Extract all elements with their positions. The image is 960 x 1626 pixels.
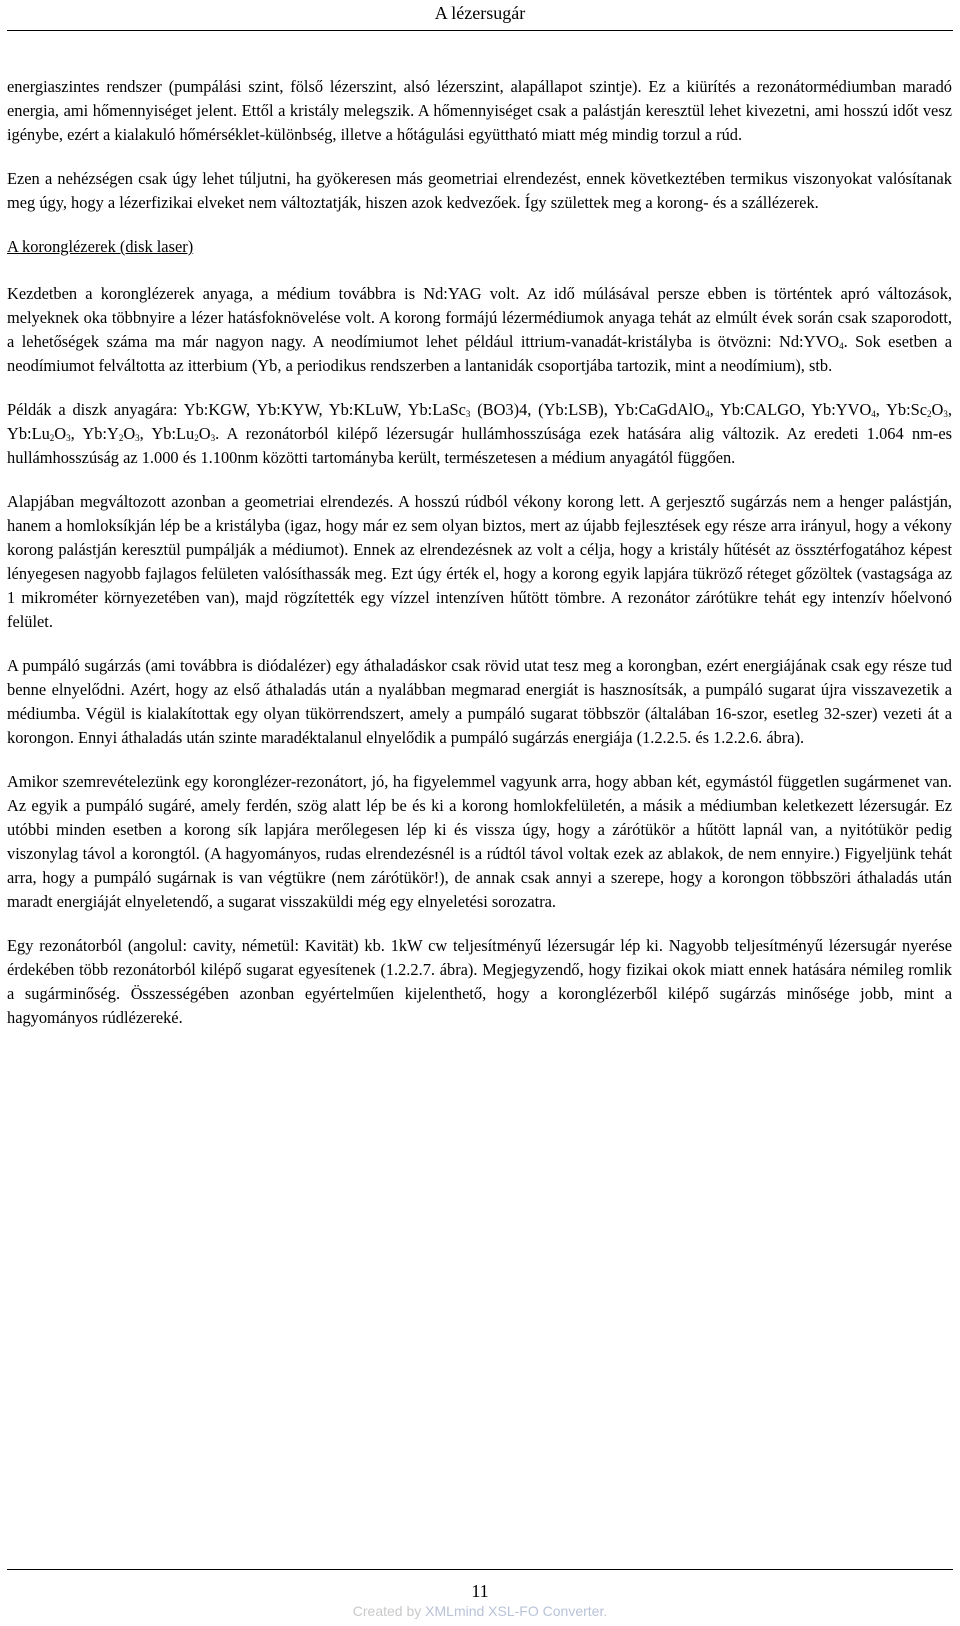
- paragraph-cooling-problem: energiaszintes rendszer (pumpálási szint, fölső lézerszint, alsó lézerszint, alapállapot szintje). Ez a kiürítés a rezonátormédiumban maradó energia, ami hőmennyiséget jelent. Ettől a kristály melegszik. A hőmennyiséget csak a palástján keresztül lehet kivezetni, ami hosszú időt vesz igénybe, ezért a kialakuló hőmérséklet-különbség, illetve a hőtágulási együttható miatt még mindig torzul a rúd.: [7, 77, 952, 144]
- subscript: 3: [943, 409, 948, 419]
- paragraph-text: , Yb:Y: [70, 424, 119, 443]
- paragraph-text: (BO3)4, (Yb:LSB), Yb:CaGdAlO: [470, 400, 706, 419]
- page-footer: [7, 1569, 953, 1626]
- paragraph-disk-material-examples: [7, 398, 952, 470]
- paragraph-text: , Yb:Sc: [875, 400, 928, 419]
- subscript: 3: [135, 433, 140, 443]
- subscript: 2: [927, 409, 932, 419]
- paragraph-text: . Sok esetben a neodímiumot felváltotta az itterbium (Yb, a periodikus rendszerben a lantanidák csoportjába tartozik, mint a neodímium), stb.: [7, 332, 952, 375]
- paragraph-geometry-solution: Ezen a nehézségen csak úgy lehet túljutni, ha gyökeresen más geometriai elrendezést, ennek következtében termikus viszonyokat valósítanak meg úgy, hogy a lézerfizikai elveket nem változtatják, hiszen azok kedvezőek. Így születtek meg a korong- és a szállézerek.: [7, 169, 952, 212]
- subscript: 4: [871, 409, 876, 419]
- page-header: [7, 0, 953, 31]
- paragraph-text: O: [123, 424, 136, 443]
- subscript: 2: [118, 433, 124, 443]
- paragraph-beam-paths: Amikor szemrevételezünk egy koronglézer-rezonátort, jó, ha figyelemmel vagyunk arra, hogy abban két, egymástól független sugármenet van. Az egyik a pumpáló sugáré, amely ferdén, szög alatt lép be és ki a korong homlokfelületén, a másik a médiumban keletkezett lézersugár. Ez utóbbi minden esetben a korong sík lapjára merőlegesen lép ki és vissza úgy, hogy a zárótükör a hűtött lapnál van, a nyitótükör pedig viszonylag távol a korongtól. (A hagyományos, rudas elrendezésnél is a rúdtól távol voltak ezek az ablakok, de nem ennyire.) Figyeljünk tehát arra, hogy a pumpáló sugárnak is van végtükre (nem zárótükör!), de annak csak annyi a szerepe, hogy a korongon többszöri áthaladás után maradt energiáját elnyeletendő, a sugarat visszaküldi még egy elnyeletési sorozatra.: [7, 772, 952, 911]
- paragraph-text: Kezdetben a koronglézerek anyaga, a médium továbbra is Nd:YAG volt. Az idő múlásával persze ebben is történtek apró változások, melyeknek oka többnyire a lézer hatásfoknövelése volt. A korong formájú lézermédiumok anyaga tehát az elmúlt évek során csak szaporodott, a lehetőségek száma ma már nagyon nagy. A neodímiumot lehet például ittrium-vanadát-kristályba is ötvözni: Nd:YVO: [7, 284, 952, 351]
- paragraph-disk-geometry: Alapjában megváltozott azonban a geometriai elrendezés. A hosszú rúdból vékony korong lett. A gerjesztő sugárzás nem a henger palástján, hanem a homloksíkján lép be a kristályba (igaz, hogy már ez sem olyan biztos, mert az újabb fejlesztések egy része arra irányul, hogy a vékony korong palástján keresztül pumpálják a médiumot). Ennek az elrendezésnek az volt a célja, hogy a kristály hűtését az össztérfogatához képest lényegesen nagyobb fajlagos felületen valósíthassák meg. Ezt úgy érték el, hogy a korong egyik lapjára tükröző réteget gőzöltek (vastagsága az 1 mikrométer környezetében van), majd rögzítették egy vízzel intenzíven hűtött tömbre. A rezonátor zárótükre tehát egy intenzív hőelvonó felület.: [7, 492, 952, 631]
- section-heading-disk-laser: A koronglézerek (disk laser): [7, 237, 194, 256]
- subscript: 3: [66, 433, 71, 443]
- subscript: 2: [194, 433, 199, 443]
- page-number: 11: [471, 1581, 489, 1601]
- generator-suffix: .: [603, 1603, 608, 1619]
- generator-prefix: Created by: [352, 1603, 426, 1619]
- paragraph-text: O: [54, 424, 67, 443]
- paragraph-text: . A rezonátorból kilépő lézersugár hullámhosszúsága ezek hatására alig változik. Az eredeti 1.064 nm-es hullámhosszúság az 1.000 és 1.100nm közötti tartományba került, természetesen a médium anyagától függően.: [7, 424, 952, 467]
- paragraph-disk-materials-intro: [7, 282, 952, 378]
- paragraph-text: , Yb:CALGO, Yb:YVO: [709, 400, 872, 419]
- generator-note: [7, 1603, 953, 1619]
- subscript: 4: [705, 409, 710, 419]
- document-body: [7, 75, 952, 1050]
- subscript: 3: [210, 433, 216, 443]
- subscript: 3: [465, 409, 471, 419]
- page-header-title: A lézersugár: [434, 3, 526, 23]
- paragraph-pump-radiation: A pumpáló sugárzás (ami továbbra is diódalézer) egy áthaladáskor csak rövid utat tesz meg a korongban, ezért energiájának csak egy része tud benne elnyelődni. Azért, hogy az első áthaladás után a nyalábban megmarad energiát is hasznosítsák, a pumpáló sugarat újra visszavezetik a médiumba. Végül is kialakítottak egy olyan tükörrendszert, amely a pumpáló sugarat többször (általában 16-szor, esetleg 32-szer) vezeti át a korongon. Ennyi áthaladás után szinte maradéktalanul elnyelődik a pumpáló sugárzás energiája (1.2.2.5. és 1.2.2.6. ábra).: [7, 656, 952, 747]
- paragraph-text: Példák a diszk anyagára: Yb:KGW, Yb:KYW, Yb:KLuW, Yb:LaSc: [7, 400, 466, 419]
- paragraph-text: O: [198, 424, 211, 443]
- subscript: 2: [49, 433, 55, 443]
- generator-tool-link[interactable]: XMLmind XSL-FO Converter: [425, 1603, 604, 1619]
- paragraph-text: , Yb:Lu: [139, 424, 195, 443]
- subscript: 4: [839, 341, 844, 351]
- paragraph-text: O: [931, 400, 944, 419]
- paragraph-text: , Yb:Lu: [7, 400, 952, 443]
- paragraph-resonator-power: Egy rezonátorból (angolul: cavity, németül: Kavität) kb. 1kW cw teljesítményű lézersugár lép ki. Nagyobb teljesítményű lézersugár nyerése érdekében több rezonátorból kilépő sugarat egyesítenek (1.2.2.7. ábra). Megjegyzendő, hogy fizikai okok miatt ennek hatására némileg romlik a sugárminőség. Összességében azonban egyértelműen kijelenthető, hogy a koronglézerből kilépő sugárzás minősége jobb, mint a hagyományos rúdlézereké.: [7, 936, 952, 1027]
